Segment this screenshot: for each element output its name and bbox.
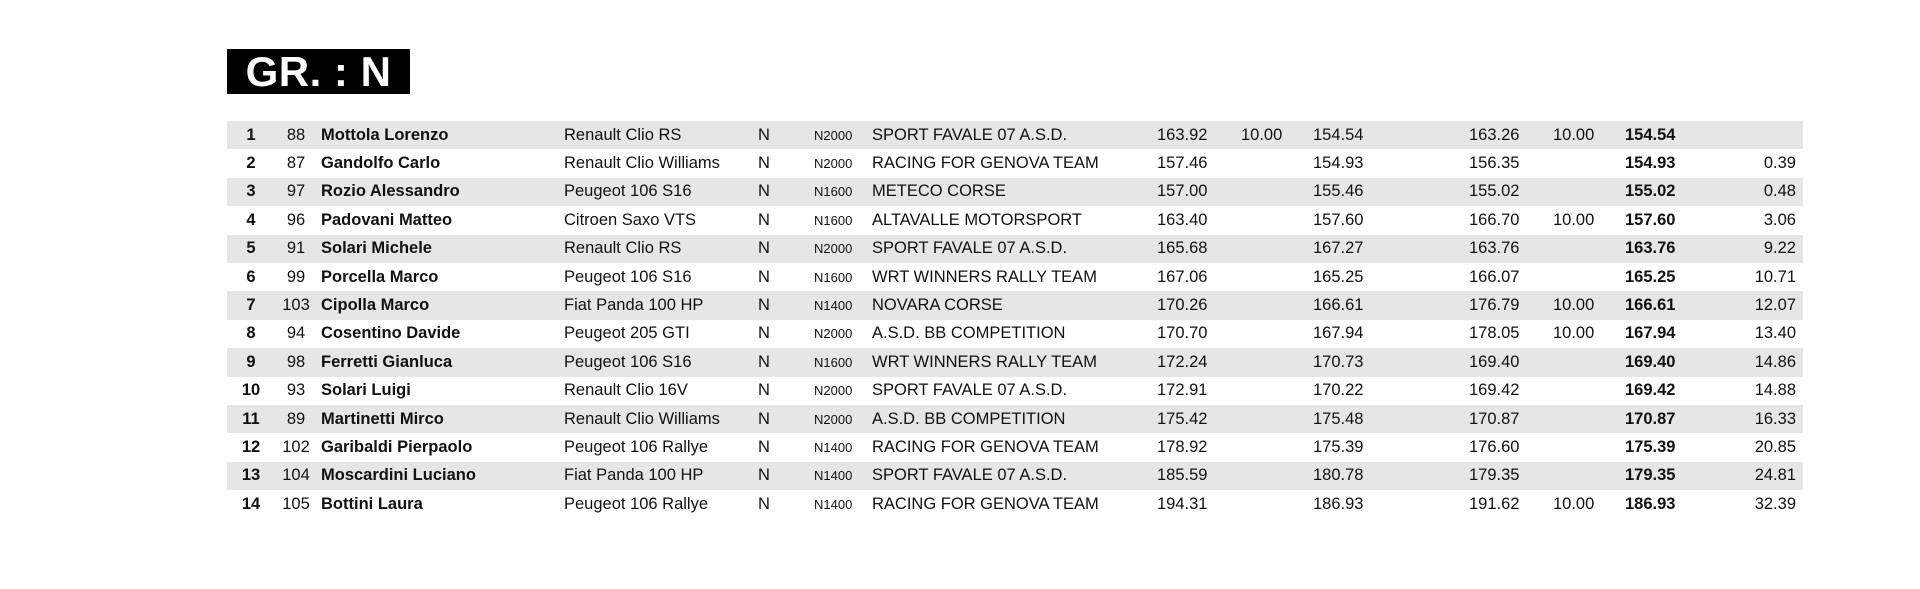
run2-penalty-cell — [1397, 235, 1469, 263]
table-row — [227, 462, 1803, 490]
position-cell: 14 — [241, 494, 261, 513]
run1-time-cell: 178.92 — [1157, 437, 1208, 456]
team-cell: ALTAVALLE MOTORSPORT — [872, 210, 1082, 229]
car-model-cell: Peugeot 106 S16 — [564, 267, 692, 286]
run2-penalty-cell — [1397, 490, 1469, 518]
run2-penalty-cell — [1397, 121, 1469, 149]
run3-penalty-cell — [1553, 235, 1625, 263]
run1-time-cell: 157.46 — [1157, 154, 1208, 173]
table-row — [227, 206, 1803, 234]
class-cell: N1400 — [814, 291, 872, 319]
run1-time-cell: 185.59 — [1157, 462, 1241, 490]
position-cell: 6 — [246, 267, 256, 286]
driver-name-cell: Mottola Lorenzo — [317, 121, 560, 149]
position-cell: 7 — [227, 291, 275, 319]
run3-penalty-cell — [1553, 377, 1625, 405]
group-title: GR. : N — [227, 49, 410, 94]
run1-penalty-cell — [1241, 235, 1313, 263]
car-number-cell: 105 — [282, 494, 310, 513]
run1-penalty-cell — [1241, 405, 1313, 433]
run1-time-cell: 194.31 — [1157, 494, 1208, 513]
car-model-cell: Fiat Panda 100 HP — [560, 462, 754, 490]
best-time-cell: 155.02 — [1625, 178, 1709, 206]
group-cell: N — [758, 154, 770, 173]
run1-penalty-cell — [1241, 291, 1313, 319]
run1-penalty-cell — [1241, 348, 1313, 376]
car-number-cell: 96 — [286, 210, 306, 229]
run1-time-cell: 175.42 — [1157, 405, 1241, 433]
group-cell: N — [758, 324, 770, 343]
run3-time-cell: 179.35 — [1469, 462, 1553, 490]
run2-penalty-cell — [1397, 462, 1469, 490]
driver-name-cell: Ferretti Gianluca — [317, 348, 560, 376]
run2-penalty-cell — [1397, 433, 1469, 461]
position-cell: 12 — [241, 437, 261, 456]
class-cell: N2000 — [814, 383, 853, 399]
class-cell: N2000 — [814, 405, 872, 433]
run1-time-cell: 163.92 — [1157, 121, 1241, 149]
run2-time-cell: 154.54 — [1313, 121, 1397, 149]
run3-penalty-cell — [1553, 462, 1625, 490]
table-row — [227, 149, 1803, 177]
car-model-cell: Fiat Panda 100 HP — [560, 291, 754, 319]
car-model-cell: Peugeot 106 Rallye — [564, 437, 709, 456]
team-cell: WRT WINNERS RALLY TEAM — [872, 348, 1157, 376]
group-cell: N — [754, 178, 814, 206]
position-cell: 10 — [241, 381, 261, 400]
car-number-cell: 99 — [286, 267, 306, 286]
car-number-cell: 103 — [275, 291, 317, 319]
run2-time-cell: 167.94 — [1313, 324, 1364, 343]
car-number-cell: 93 — [286, 381, 306, 400]
group-cell: N — [754, 348, 814, 376]
run2-time-cell: 175.39 — [1313, 437, 1364, 456]
best-time-cell: 157.60 — [1625, 210, 1676, 229]
run2-time-cell: 180.78 — [1313, 462, 1397, 490]
run1-time-cell: 157.00 — [1157, 178, 1241, 206]
best-time-cell: 169.40 — [1625, 348, 1709, 376]
run2-time-cell: 170.73 — [1313, 348, 1397, 376]
car-model-cell: Peugeot 106 Rallye — [564, 494, 709, 513]
team-cell: WRT WINNERS RALLY TEAM — [872, 267, 1097, 286]
table-row — [227, 320, 1803, 348]
run3-time-cell: 166.07 — [1469, 267, 1520, 286]
class-cell: N1600 — [814, 269, 853, 285]
best-time-cell: 175.39 — [1625, 437, 1676, 456]
run2-penalty-cell — [1397, 291, 1469, 319]
car-model-cell: Peugeot 106 S16 — [560, 348, 754, 376]
run1-time-cell: 165.68 — [1157, 235, 1241, 263]
car-model-cell: Renault Clio Williams — [560, 405, 754, 433]
driver-name-cell: Bottini Laura — [321, 494, 423, 513]
table-row — [227, 178, 1803, 206]
best-time-cell: 186.93 — [1625, 494, 1676, 513]
position-cell: 9 — [227, 348, 275, 376]
run3-time-cell: 170.87 — [1469, 405, 1553, 433]
best-time-cell: 154.54 — [1625, 121, 1709, 149]
run1-penalty-cell — [1241, 178, 1313, 206]
run3-penalty-cell — [1553, 405, 1625, 433]
class-cell: N2000 — [814, 235, 872, 263]
group-cell: N — [758, 437, 770, 456]
run1-time-cell: 172.91 — [1157, 381, 1208, 400]
run3-penalty-cell — [1553, 433, 1625, 461]
car-model-cell: Renault Clio RS — [560, 235, 754, 263]
run1-time-cell: 172.24 — [1157, 348, 1241, 376]
car-number-cell: 94 — [286, 324, 306, 343]
class-cell: N2000 — [814, 156, 853, 172]
run2-time-cell: 155.46 — [1313, 178, 1397, 206]
run1-penalty-cell — [1241, 263, 1313, 291]
run3-penalty-cell: 10.00 — [1553, 494, 1595, 513]
run2-penalty-cell — [1397, 320, 1469, 348]
run3-penalty-cell: 10.00 — [1553, 291, 1625, 319]
group-cell: N — [754, 235, 814, 263]
position-cell: 4 — [246, 210, 256, 229]
run1-penalty-cell — [1241, 462, 1313, 490]
driver-name-cell: Gandolfo Carlo — [321, 154, 441, 173]
run2-penalty-cell — [1397, 206, 1469, 234]
table-row — [227, 490, 1803, 518]
gap-cell: 0.48 — [1709, 178, 1803, 206]
run1-penalty-cell: 10.00 — [1241, 121, 1313, 149]
team-cell: SPORT FAVALE 07 A.S.D. — [872, 462, 1157, 490]
run1-penalty-cell — [1241, 433, 1313, 461]
run1-penalty-cell — [1241, 490, 1313, 518]
table-row — [227, 405, 1803, 433]
best-time-cell: 179.35 — [1625, 462, 1709, 490]
table-row — [227, 121, 1803, 149]
driver-name-cell: Padovani Matteo — [321, 210, 453, 229]
class-cell: N2000 — [814, 326, 853, 342]
run2-time-cell: 170.22 — [1313, 381, 1364, 400]
run2-penalty-cell — [1397, 405, 1469, 433]
run1-penalty-cell — [1241, 149, 1313, 177]
position-cell: 5 — [227, 235, 275, 263]
team-cell: RACING FOR GENOVA TEAM — [872, 494, 1099, 513]
car-number-cell: 98 — [275, 348, 317, 376]
gap-cell: 14.86 — [1709, 348, 1803, 376]
run2-penalty-cell — [1397, 377, 1469, 405]
run3-penalty-cell — [1553, 348, 1625, 376]
run3-time-cell: 176.79 — [1469, 291, 1553, 319]
car-model-cell: Renault Clio Williams — [564, 154, 720, 173]
car-model-cell: Renault Clio 16V — [564, 381, 688, 400]
driver-name-cell: Solari Michele — [317, 235, 560, 263]
run3-time-cell: 191.62 — [1469, 494, 1520, 513]
run2-time-cell: 167.27 — [1313, 235, 1397, 263]
class-cell: N1400 — [814, 439, 853, 455]
driver-name-cell: Solari Luigi — [321, 381, 411, 400]
run2-time-cell: 154.93 — [1313, 154, 1364, 173]
car-number-cell: 88 — [275, 121, 317, 149]
team-cell: SPORT FAVALE 07 A.S.D. — [872, 121, 1157, 149]
driver-name-cell: Cipolla Marco — [317, 291, 560, 319]
class-cell: N1400 — [814, 462, 872, 490]
run3-time-cell: 163.76 — [1469, 235, 1553, 263]
car-model-cell: Citroen Saxo VTS — [564, 210, 697, 229]
position-cell: 13 — [227, 462, 275, 490]
best-time-cell: 167.94 — [1625, 324, 1676, 343]
gap-cell: 9.22 — [1709, 235, 1803, 263]
group-cell: N — [754, 405, 814, 433]
run3-penalty-cell — [1553, 149, 1625, 177]
gap-cell — [1709, 121, 1803, 149]
run2-penalty-cell — [1397, 178, 1469, 206]
car-number-cell: 89 — [275, 405, 317, 433]
best-time-cell: 163.76 — [1625, 235, 1709, 263]
team-cell: RACING FOR GENOVA TEAM — [872, 437, 1099, 456]
gap-cell: 20.85 — [1754, 437, 1796, 456]
run3-time-cell: 156.35 — [1469, 154, 1520, 173]
table-row — [227, 348, 1803, 376]
team-cell: A.S.D. BB COMPETITION — [872, 405, 1157, 433]
run2-penalty-cell — [1397, 348, 1469, 376]
team-cell: RACING FOR GENOVA TEAM — [872, 154, 1099, 173]
run3-time-cell: 169.42 — [1469, 381, 1520, 400]
table-row — [227, 377, 1803, 405]
gap-cell: 13.40 — [1754, 324, 1796, 343]
position-cell: 2 — [246, 154, 256, 173]
run2-time-cell: 165.25 — [1313, 267, 1364, 286]
team-cell: SPORT FAVALE 07 A.S.D. — [872, 235, 1157, 263]
gap-cell: 14.88 — [1754, 381, 1796, 400]
car-number-cell: 102 — [282, 437, 310, 456]
run3-time-cell: 176.60 — [1469, 437, 1520, 456]
group-cell: N — [758, 381, 770, 400]
table-row — [227, 263, 1803, 291]
driver-name-cell: Garibaldi Pierpaolo — [321, 437, 473, 456]
run1-time-cell: 163.40 — [1157, 210, 1208, 229]
class-cell: N1400 — [814, 496, 853, 512]
run3-penalty-cell — [1553, 263, 1625, 291]
group-cell: N — [758, 267, 770, 286]
group-cell: N — [754, 291, 814, 319]
team-cell: NOVARA CORSE — [872, 291, 1157, 319]
class-cell: N1600 — [814, 348, 872, 376]
position-cell: 8 — [246, 324, 256, 343]
group-cell: N — [754, 462, 814, 490]
run3-time-cell: 178.05 — [1469, 324, 1520, 343]
run1-penalty-cell — [1241, 206, 1313, 234]
car-model-cell: Peugeot 205 GTI — [564, 324, 690, 343]
run3-penalty-cell: 10.00 — [1553, 324, 1595, 343]
driver-name-cell: Martinetti Mirco — [317, 405, 560, 433]
car-model-cell: Peugeot 106 S16 — [560, 178, 754, 206]
group-cell: N — [754, 121, 814, 149]
car-number-cell: 104 — [275, 462, 317, 490]
run2-penalty-cell — [1397, 263, 1469, 291]
car-model-cell: Renault Clio RS — [560, 121, 754, 149]
gap-cell: 16.33 — [1709, 405, 1803, 433]
position-cell: 3 — [227, 178, 275, 206]
table-row — [227, 433, 1803, 461]
driver-name-cell: Cosentino Davide — [321, 324, 461, 343]
run1-time-cell: 170.26 — [1157, 291, 1241, 319]
run3-penalty-cell — [1553, 178, 1625, 206]
car-number-cell: 87 — [286, 154, 306, 173]
run3-penalty-cell: 10.00 — [1553, 121, 1625, 149]
run1-penalty-cell — [1241, 377, 1313, 405]
run2-penalty-cell — [1397, 149, 1469, 177]
gap-cell: 12.07 — [1709, 291, 1803, 319]
table-row — [227, 235, 1803, 263]
run3-penalty-cell: 10.00 — [1553, 210, 1595, 229]
run1-time-cell: 167.06 — [1157, 267, 1208, 286]
driver-name-cell: Porcella Marco — [321, 267, 439, 286]
best-time-cell: 169.42 — [1625, 381, 1676, 400]
run2-time-cell: 186.93 — [1313, 494, 1364, 513]
class-cell: N1600 — [814, 178, 872, 206]
team-cell: A.S.D. BB COMPETITION — [872, 324, 1066, 343]
results-table — [227, 121, 1803, 518]
gap-cell: 24.81 — [1709, 462, 1803, 490]
run1-penalty-cell — [1241, 320, 1313, 348]
group-cell: N — [758, 210, 770, 229]
car-number-cell: 97 — [275, 178, 317, 206]
table-row — [227, 291, 1803, 319]
run3-time-cell: 155.02 — [1469, 178, 1553, 206]
team-cell: SPORT FAVALE 07 A.S.D. — [872, 381, 1068, 400]
run2-time-cell: 157.60 — [1313, 210, 1364, 229]
gap-cell: 0.39 — [1763, 154, 1796, 173]
gap-cell: 10.71 — [1754, 267, 1796, 286]
run3-time-cell: 166.70 — [1469, 210, 1520, 229]
gap-cell: 3.06 — [1763, 210, 1796, 229]
best-time-cell: 165.25 — [1625, 267, 1676, 286]
driver-name-cell: Rozio Alessandro — [317, 178, 560, 206]
run1-time-cell: 170.70 — [1157, 324, 1208, 343]
best-time-cell: 170.87 — [1625, 405, 1709, 433]
class-cell: N1600 — [814, 212, 853, 228]
run2-time-cell: 175.48 — [1313, 405, 1397, 433]
run3-time-cell: 169.40 — [1469, 348, 1553, 376]
position-cell: 1 — [227, 121, 275, 149]
run2-time-cell: 166.61 — [1313, 291, 1397, 319]
car-number-cell: 91 — [275, 235, 317, 263]
position-cell: 11 — [227, 405, 275, 433]
best-time-cell: 166.61 — [1625, 291, 1709, 319]
team-cell: METECO CORSE — [872, 178, 1157, 206]
class-cell: N2000 — [814, 121, 872, 149]
driver-name-cell: Moscardini Luciano — [317, 462, 560, 490]
run3-time-cell: 163.26 — [1469, 121, 1553, 149]
best-time-cell: 154.93 — [1625, 154, 1676, 173]
group-cell: N — [758, 494, 770, 513]
gap-cell: 32.39 — [1754, 494, 1796, 513]
